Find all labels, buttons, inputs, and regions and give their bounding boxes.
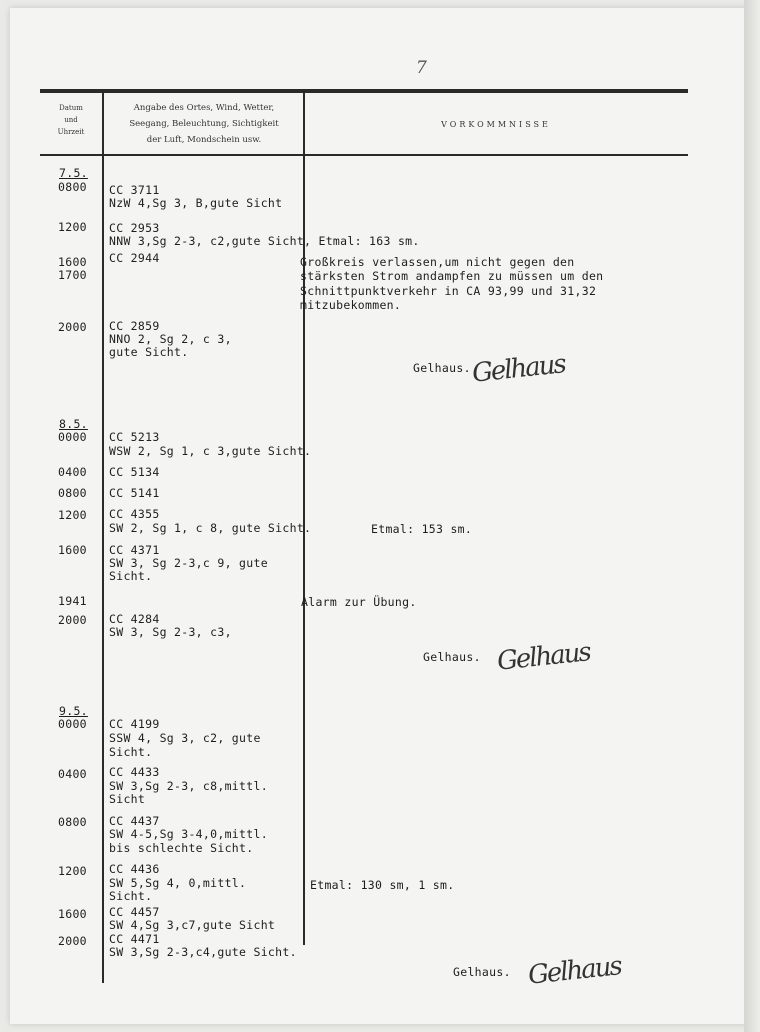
entry-note: stärksten Strom andampfen zu müssen um den — [300, 269, 604, 283]
entry-time: 0800 — [58, 486, 87, 500]
entry-note: mitzubekommen. — [300, 298, 402, 312]
header-events-column: VORKOMMNISSE — [441, 120, 551, 129]
entry-weather: gute Sicht. — [109, 345, 189, 359]
page-number: 7 — [416, 58, 427, 78]
entry-note: Alarm zur Übung. — [301, 595, 417, 609]
entry-weather: SW 2, Sg 1, c 8, gute Sicht. — [109, 521, 312, 535]
entry-time: 0000 — [58, 717, 87, 731]
entry-weather: SW 3, Sg 2-3,c 9, gute — [109, 556, 268, 570]
entry-weather: Sicht. — [109, 889, 153, 903]
entry-position: CC 2859 — [109, 319, 160, 333]
handwritten-signature: Gelhaus — [526, 951, 623, 991]
entry-date: 8.5. — [59, 417, 88, 431]
entry-time: 2000 — [58, 613, 87, 627]
entry-position: CC 4437 — [109, 814, 160, 828]
handwritten-signature: Gelhaus — [495, 637, 592, 677]
handwritten-signature: Gelhaus — [470, 349, 567, 389]
entry-time: 0000 — [58, 430, 87, 444]
entry-position: CC 5141 — [109, 486, 160, 500]
header-place-line: Angabe des Ortes, Wind, Wetter, — [133, 103, 275, 113]
entry-position: CC 3711 — [109, 183, 160, 197]
entry-time: 0800 — [58, 815, 87, 829]
entry-position: CC 2953 — [109, 221, 160, 235]
entry-time: 1600 — [58, 543, 87, 557]
entry-weather: bis schlechte Sicht. — [109, 841, 254, 855]
entry-weather: SW 5,Sg 4, 0,mittl. — [109, 876, 247, 890]
entry-note: Schnittpunktverkehr in CA 93,99 und 31,32 — [300, 284, 597, 298]
entry-time: 2000 — [58, 320, 87, 334]
header-date-line: und — [64, 116, 78, 124]
entry-position: CC 4371 — [109, 543, 160, 557]
entry-position: CC 5213 — [109, 430, 160, 444]
entry-note: Großkreis verlassen,um nicht gegen den — [300, 255, 575, 269]
entry-weather: SW 4-5,Sg 3-4,0,mittl. — [109, 827, 268, 841]
header-top-rule — [40, 89, 688, 93]
entry-weather: NNW 3,Sg 2-3, c2,gute Sicht, Etmal: 163 sm. — [109, 234, 420, 248]
header-date-column — [40, 102, 102, 138]
entry-weather: NNO 2, Sg 2, c 3, — [109, 332, 232, 346]
entry-time: 0400 — [58, 767, 87, 781]
entry-position: CC 4199 — [109, 717, 160, 731]
entry-position: CC 4433 — [109, 765, 160, 779]
date-column-divider — [102, 93, 104, 983]
entry-time: 2000 — [58, 934, 87, 948]
entry-position: CC 4436 — [109, 862, 160, 876]
entry-weather: SW 3,Sg 2-3,c4,gute Sicht. — [109, 945, 297, 959]
entry-position: CC 4355 — [109, 507, 160, 521]
entry-weather: WSW 2, Sg 1, c 3,gute Sicht. — [109, 444, 312, 458]
entry-time: 1600 — [58, 255, 87, 269]
header-date-line: Uhrzeit — [57, 128, 85, 136]
entry-time-second: 1700 — [58, 268, 87, 282]
entry-date: 7.5. — [59, 166, 88, 180]
entry-position: CC 2944 — [109, 251, 160, 265]
entry-weather: Sicht. — [109, 745, 153, 759]
entry-position: CC 4457 — [109, 905, 160, 919]
entry-weather: Sicht. — [109, 569, 153, 583]
entry-time: 1200 — [58, 508, 87, 522]
entry-weather: NzW 4,Sg 3, B,gute Sicht — [109, 196, 283, 210]
entry-time: 0400 — [58, 465, 87, 479]
entry-position: CC 4284 — [109, 612, 160, 626]
entry-time: 1941 — [58, 594, 87, 608]
entry-weather: SW 3, Sg 2-3, c3, — [109, 625, 232, 639]
entry-position: CC 5134 — [109, 465, 160, 479]
signature-name: Gelhaus. — [423, 650, 481, 664]
entry-weather: SW 4,Sg 3,c7,gute Sicht — [109, 918, 276, 932]
entry-time: 0800 — [58, 180, 87, 194]
entry-weather: Sicht — [109, 792, 146, 806]
entry-date: 9.5. — [59, 704, 88, 718]
entry-weather: SSW 4, Sg 3, c2, gute — [109, 731, 261, 745]
header-bottom-rule — [40, 154, 688, 156]
header-place-line: der Luft, Mondschein usw. — [146, 135, 262, 145]
header-place-line: Seegang, Beleuchtung, Sichtigkeit — [129, 119, 279, 129]
entry-note: Etmal: 130 sm, 1 sm. — [310, 878, 455, 892]
page-edge — [744, 0, 760, 1032]
entry-time: 1200 — [58, 864, 87, 878]
signature-name: Gelhaus. — [453, 965, 511, 979]
entry-weather: SW 3,Sg 2-3, c8,mittl. — [109, 779, 268, 793]
entry-note: Etmal: 153 sm. — [371, 522, 473, 536]
header-date-line: Datum — [59, 104, 83, 112]
entry-time: 1600 — [58, 907, 87, 921]
header-place-column — [106, 100, 302, 148]
place-column-divider — [303, 93, 305, 945]
entry-time: 1200 — [58, 220, 87, 234]
signature-name: Gelhaus. — [413, 361, 471, 375]
entry-position: CC 4471 — [109, 932, 160, 946]
